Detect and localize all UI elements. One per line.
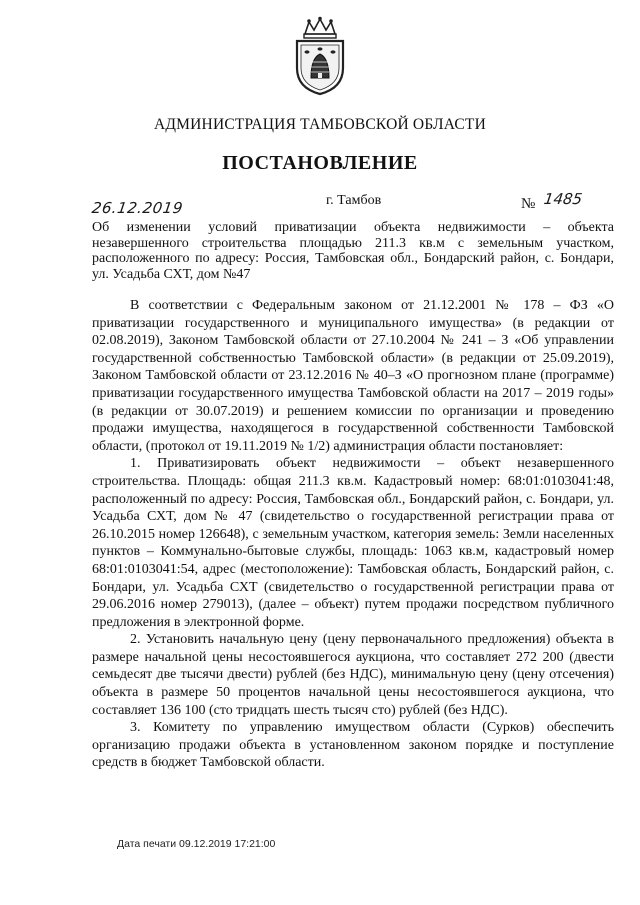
organization-name: АДМИНИСТРАЦИЯ ТАМБОВСКОЙ ОБЛАСТИ [154, 116, 486, 133]
document-date: 26.12.2019 [90, 199, 185, 217]
preamble-paragraph: В соответствии с Федеральным законом от 21.12.2001 № 178 – ФЗ «О приватизации государственного и муниципального имущества» (в редакции от 02.08.2019), Законом Тамбовской области от 27.10.2004 № 241 – З «Об управлении государственной собственностью Тамбовской области» (в редакции от 25.09.2019), Законом Тамбовской области от 23.12.2016 № 40–З «О прогнозном плане (программе) приватизации государственного имущества Тамбовской области на 2017 – 2019 годы» (в редакции от 30.07.2019) и решением комиссии по организации и проведению продажи имущества, находящегося в государственной собственности Тамбовской области, (протокол от 19.11.2019 № 1/2) администрация области постановляет: [92, 298, 614, 454]
number-label: № [521, 196, 536, 212]
coat-of-arms-icon [291, 16, 349, 96]
clause-1-paragraph: 1. Приватизировать объект недвижимости – объект незавершенного строительства. Площадь: общая 211.3 кв.м. Кадастровый номер: 68:01:0103041:48, расположенный по адресу: Россия, Тамбовская обл., Бондарский район, с. Бондари, ул. Усадьба СХТ, дом № 47 (свидетельство о государственной регистрации права от 26.10.2015 номер 126648), с земельным участком, категория земель: Земли населенных пунктов – Коммунально-бытовые службы, площадь: 1063 кв.м, кадастровый номер 68:01:0103041:54, адрес (местоположение): Тамбовская область, Бондарский район, с. Бондари, ул. Усадьба СХТ (свидетельство о государственной регистрации права от 29.06.2016 номер 279013), (далее – объект) путем продажи посредством публичного предложения в электронной форме. [92, 456, 614, 630]
city: г. Тамбов [326, 193, 382, 208]
clause-3-paragraph: 3. Комитету по управлению имуществом области (Сурков) обеспечить организацию продажи объекта в установленном законом порядке и поступление средств в бюджет Тамбовской области. [92, 720, 614, 771]
document-subject: Об изменении условий приватизации объекта недвижимости – объекта незавершенного строительства площадью 211.3 кв.м с земельным участком, расположенного по адресу: Россия, Тамбовская обл., Бондарский район, с. Бондари, ул. Усадьба СХТ, дом №47 [92, 220, 614, 282]
clause-2-paragraph: 2. Установить начальную цену (цену первоначального предложения) объекта в размере начальной цены несостоявшегося аукциона, что составляет 272 200 (двести семьдесят две тысячи двести) рублей (без НДС), минимальную цену (цену отсечения) объекта в размере 50 процентов начальной цены несостоявшегося аукциона, что составляет 136 100 (сто тридцать шесть тысяч сто) рублей (без НДС). [92, 632, 614, 718]
document-number: 1485 [542, 190, 584, 208]
document-body [92, 297, 614, 772]
document-title: ПОСТАНОВЛЕНИЕ [222, 152, 418, 174]
print-date: Дата печати 09.12.2019 17:21:00 [117, 838, 276, 850]
